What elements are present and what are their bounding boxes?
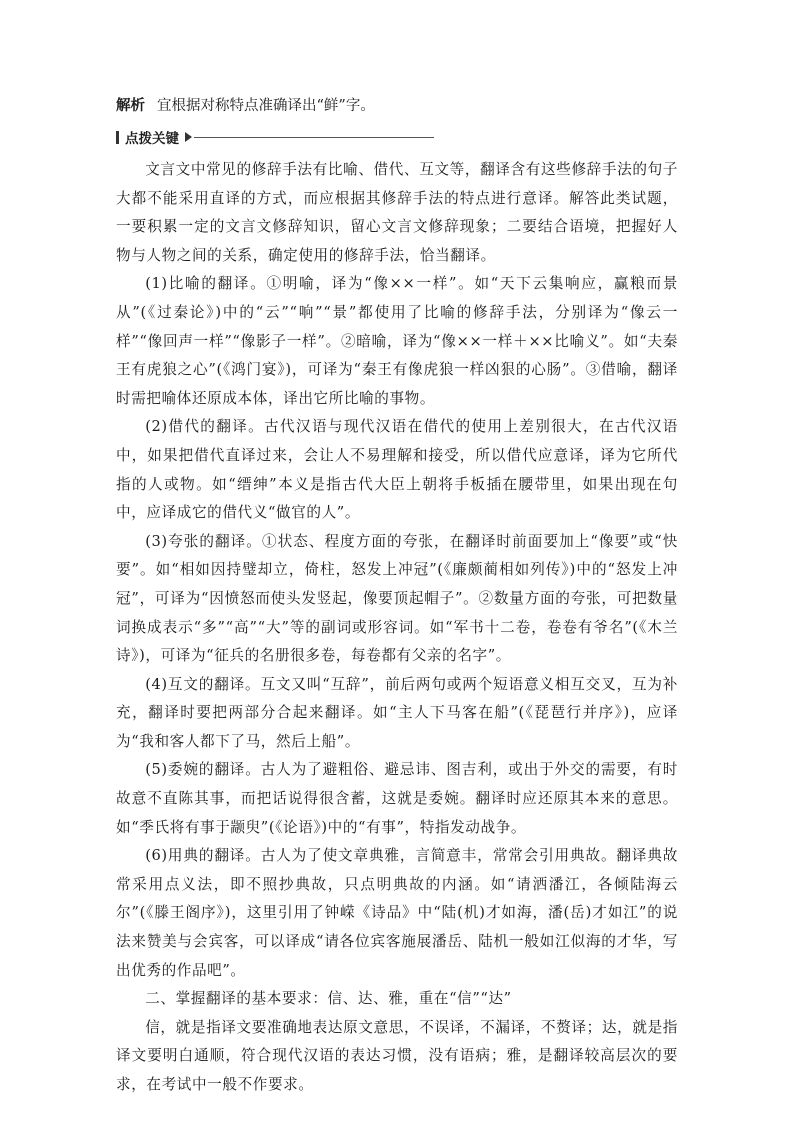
paragraph-metaphor: (1)比喻的翻译。①明喻，译为“像××一样”。如“天下云集响应，赢粮而景从”(《过秦论》)中的“云”“响”“景”都使用了比喻的修辞手法，分别译为“像云一样”“像回声一样”“像影子一样”。②暗喻，译为“像××一样＋××比喻义”。如“夫秦王有虎狼之心”(《鸿门宴》)，可译为“秦王有像虎狼一样凶狠的心肠”。③借喻，翻译时需把喻体还原成本体，译出它所比喻的事物。 [116, 275, 678, 407]
analysis-line [116, 92, 678, 120]
paragraph-requirements: 信，就是指译文要准确地表达原文意思，不误译，不漏译，不赘译；达，就是指译文要明白通顺，符合现代汉语的表达习惯，没有语病；雅，是翻译较高层次的要求，在考试中一般不作要求。 [116, 1018, 678, 1093]
paragraph-hyperbole: (3)夸张的翻译。①状态、程度方面的夸张，在翻译时前面要加上“像要”或“快要”。如“相如因持璧却立，倚柱，怒发上冲冠”(《廉颇蔺相如列传》)中的“怒发上冲冠”，可译为“因愤怒而使头发竖起，像要顶起帽子”。②数量方面的夸张，可把数量词换成表示“多”“高”“大”等的副词或形容词。如“军书十二卷，卷卷有爷名”(《木兰诗》)，可译为“征兵的名册很多卷，每卷都有父亲的名字”。 [116, 532, 678, 665]
section-heading: 二、掌握翻译的基本要求：信、达、雅，重在“信”“达” [145, 990, 512, 1008]
document-page [116, 92, 678, 1100]
paragraph-allusion: (6)用典的翻译。古人为了使文章典雅，言简意丰，常常会引用典故。翻译典故常采用点义法，即不照抄典故，只点明典故的内涵。如“请洒潘江，各倾陆海云尔”(《滕王阁序》)，这里引用了钟嵘《诗品》中“陆(机)才如海，潘(岳)才如江”的说法来赞美与会宾客，可以译成“请各位宾客施展潘岳、陆机一般如江似海的才华，写出优秀的作品吧”。 [116, 847, 678, 979]
keypoint-marker-icon [116, 131, 119, 144]
keypoint-divider [194, 137, 434, 138]
paragraph-metonymy: (2)借代的翻译。古代汉语与现代汉语在借代的使用上差别很大，在古代汉语中，如果把借代直译过来，会让人不易理解和接受，所以借代应意译，译为它所代指的人或物。如“缙绅”本义是指古代大臣上朝将手板插在腰带里，如果出现在句中，应译成它的借代义“做官的人”。 [116, 418, 678, 522]
keypoint-label: 点拨关键 [125, 131, 179, 147]
keypoint-arrow-icon [185, 132, 192, 142]
keypoint-header [116, 124, 678, 150]
paragraph-euphemism: (5)委婉的翻译。古人为了避粗俗、避忌讳、图吉利，或出于外交的需要，有时故意不直陈其事，而把话说得很含蓄，这就是委婉。翻译时应还原其本来的意思。如“季氏将有事于颛臾”(《论语》)中的“有事”，特指发动战争。 [116, 761, 678, 836]
paragraph-intro: 文言文中常见的修辞手法有比喻、借代、互文等，翻译含有这些修辞手法的句子大都不能采用直译的方式，而应根据其修辞手法的特点进行意译。解答此类试题，一要积累一定的文言文修辞知识，留心文言文修辞现象；二要结合语境，把握好人物与人物之间的关系，确定使用的修辞手法，恰当翻译。 [116, 161, 678, 264]
paragraph-intertext: (4)互文的翻译。互文又叫“互辞”，前后两句或两个短语意义相互交叉，互为补充，翻译时要把两部分合起来翻译。如“主人下马客在船”(《琵琶行并序》)，应译为“我和客人都下了马，然后上船”。 [116, 675, 678, 750]
analysis-text: 宜根据对称特点准确译出“鲜”字。 [157, 98, 375, 114]
analysis-tag: 解析 [116, 98, 145, 114]
